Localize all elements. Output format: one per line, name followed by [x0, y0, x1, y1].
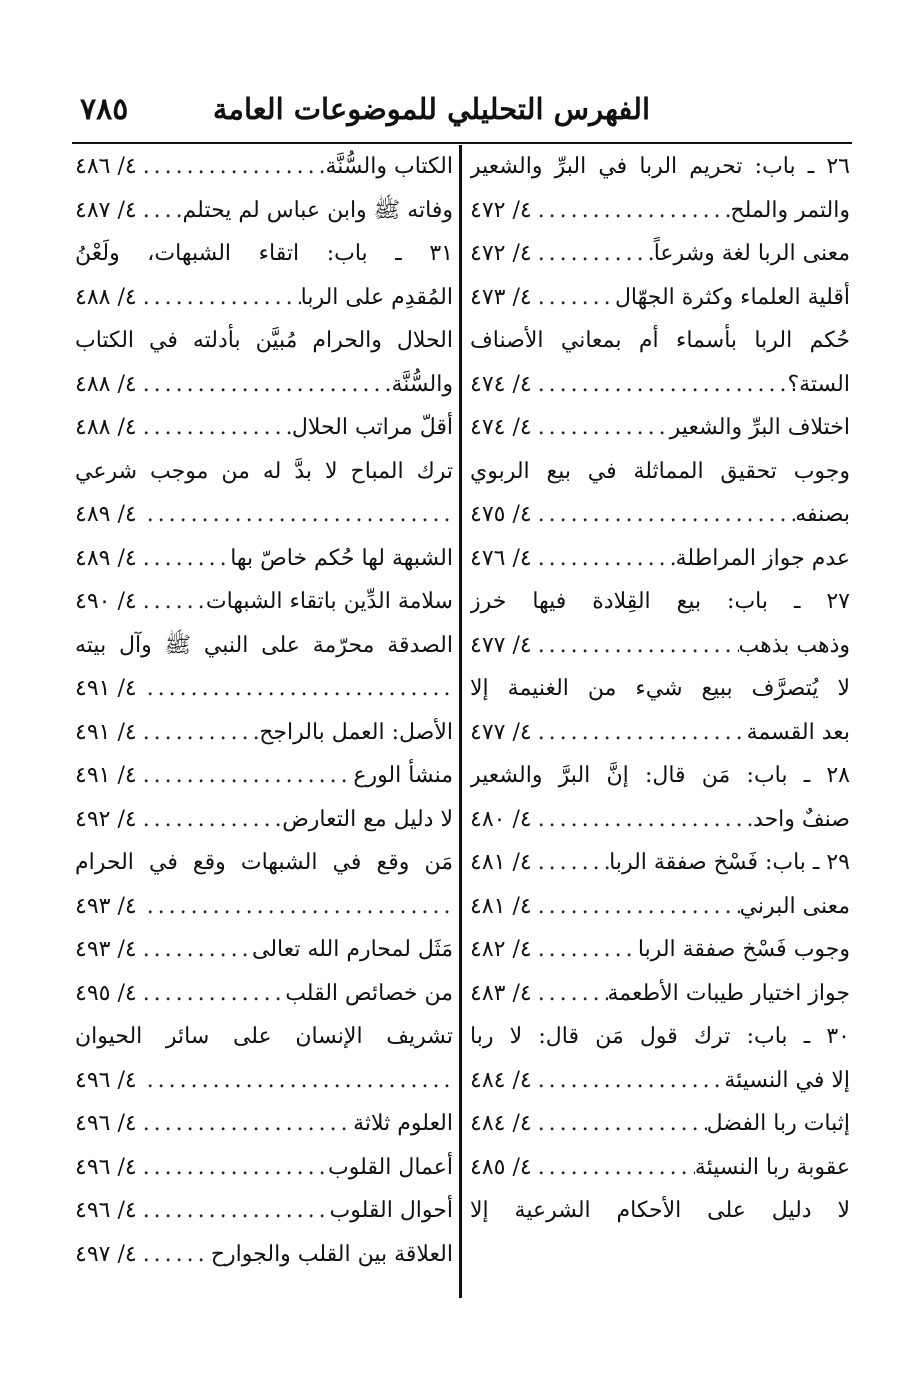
index-entry: [470, 363, 850, 407]
entry-text: اختلاف البرِّ والشعير: [669, 415, 850, 440]
index-entry: [470, 928, 850, 972]
leader-dots: [137, 493, 453, 537]
leader-dots: [532, 363, 788, 407]
page-reference: ٤/ ٤٨٦: [75, 154, 137, 179]
leader-dots: [137, 1059, 453, 1103]
leader-dots: [532, 1146, 695, 1190]
entry-text: بصنفه: [795, 502, 850, 527]
index-entry: [75, 885, 453, 929]
entry-text: أعمال القلوب: [328, 1154, 453, 1180]
entry-text: الشبهة لها حُكم خاصّ بها: [230, 545, 453, 571]
entry-text: لا دليل مع التعارض: [282, 806, 453, 832]
entry-text: جواز اختيار طيبات الأطعمة: [607, 980, 850, 1006]
page-reference: ٤/ ٤٩٣: [75, 937, 137, 962]
page-reference: ٤/ ٤٧٧: [470, 632, 532, 658]
leader-dots: [137, 145, 326, 189]
index-entry: [470, 754, 850, 798]
entry-text: وفاته ﷺ وابن عباس لم يحتلم: [182, 197, 453, 223]
page-reference: ٤/ ٤٧٤: [470, 415, 532, 440]
index-entry: [470, 450, 850, 494]
page-reference: ٤/ ٤٨٢: [470, 937, 532, 962]
leader-dots: [532, 232, 654, 276]
page-reference: ٤/ ٤٩١: [75, 719, 137, 745]
page-reference: ٤/ ٤٩٦: [75, 1198, 137, 1223]
page-reference: ٤/ ٤٩٦: [75, 1111, 137, 1136]
entry-text: ترك المباح لا بدَّ له من موجب شرعي: [75, 458, 453, 484]
index-entry: [470, 667, 850, 711]
index-entry: [470, 1015, 850, 1059]
leader-dots: [137, 276, 301, 320]
entry-text: وجوب فَسْخ صفقة الربا: [637, 937, 850, 962]
entry-text: ٢٨ ـ باب: مَن قال: إنَّ البرَّ والشعير: [470, 763, 850, 788]
index-entry: [470, 972, 850, 1016]
page-reference: ٤/ ٤٨٩: [75, 502, 137, 527]
entry-text: صنفٌ واحد: [753, 806, 850, 832]
page-reference: ٤/ ٤٩٥: [75, 980, 137, 1006]
column-divider: [459, 145, 462, 1298]
leader-dots: [532, 972, 608, 1016]
entry-text: العلوم ثلاثة: [353, 1111, 453, 1136]
index-entry: [75, 841, 453, 885]
entry-text: تشريف الإنسان على سائر الحيوان: [75, 1024, 453, 1049]
page-reference: ٤/ ٤٩٢: [75, 806, 137, 832]
entry-text: منشأ الورع: [353, 763, 453, 788]
page-reference: ٤/ ٤٩١: [75, 676, 137, 701]
entry-text: الأصل: العمل بالراجح: [259, 719, 453, 745]
leader-dots: [137, 798, 283, 842]
leader-dots: [137, 754, 354, 798]
page-reference: ٤/ ٤٩١: [75, 763, 137, 788]
index-entry: [75, 189, 453, 233]
index-entry: [75, 667, 453, 711]
leader-dots: [532, 1102, 707, 1146]
index-entry: [75, 232, 453, 276]
leader-dots: [137, 189, 183, 233]
page-reference: ٤/ ٤٨٧: [75, 197, 137, 223]
page-reference: ٤/ ٤٨٤: [470, 1111, 532, 1136]
leader-dots: [532, 711, 747, 755]
entry-text: وجوب تحقيق المماثلة في بيع الربوي: [470, 458, 850, 484]
index-entry: [75, 1059, 453, 1103]
leader-dots: [532, 1059, 725, 1103]
leader-dots: [137, 928, 252, 972]
entry-text: إثبات ربا الفضل: [706, 1111, 850, 1136]
index-entry: [75, 537, 453, 581]
index-entry: [75, 1015, 453, 1059]
entry-text: عدم جواز المراطلة: [675, 545, 850, 571]
index-entry: [75, 1233, 453, 1277]
entry-text: أقلّ مراتب الحلال: [291, 415, 453, 440]
index-entry: [470, 232, 850, 276]
page-reference: ٤/ ٤٩٦: [75, 1154, 137, 1180]
leader-dots: [532, 798, 753, 842]
page-reference: ٤/ ٤٧٢: [470, 197, 532, 223]
page-reference: ٤/ ٤٩٠: [75, 589, 137, 614]
index-entry: [470, 189, 850, 233]
entry-text: سلامة الدِّين باتقاء الشبهات: [205, 589, 453, 614]
page-reference: ٤/ ٤٧٧: [470, 719, 532, 745]
index-entry: [470, 1189, 850, 1233]
index-entry: [470, 493, 850, 537]
leader-dots: [137, 580, 206, 624]
leader-dots: [137, 1102, 353, 1146]
page-reference: ٤/ ٤٨١: [470, 850, 532, 875]
entry-text: والسُّنَّة: [391, 371, 453, 397]
page-number: ٧٨٥: [80, 91, 129, 127]
index-entry: [75, 450, 453, 494]
index-entry: [470, 711, 850, 755]
leader-dots: [137, 363, 392, 407]
index-entry: [75, 319, 453, 363]
page-reference: ٤/ ٤٧٣: [470, 284, 532, 310]
index-entry: [75, 276, 453, 320]
page-reference: ٤/ ٤٩٧: [75, 1241, 137, 1267]
entry-text: وذهب بذهب: [738, 632, 850, 658]
entry-text: المُقدِم على الربا: [300, 284, 453, 310]
leader-dots: [532, 276, 615, 320]
page-reference: ٤/ ٤٧٥: [470, 502, 532, 527]
entry-text: لا يُتصرَّف ببيع شيء من الغنيمة إلا: [470, 676, 850, 701]
index-entry: [75, 406, 453, 450]
page-reference: ٤/ ٤٩٣: [75, 893, 137, 919]
page-reference: ٤/ ٤٨٨: [75, 371, 137, 397]
entry-text: الحلال والحرام مُبيَّن بأدلته في الكتاب: [75, 328, 453, 353]
index-entry: [470, 798, 850, 842]
leader-dots: [137, 972, 286, 1016]
entry-text: والتمر والملح: [730, 197, 850, 223]
entry-text: ٢٩ ـ باب: فَسْخ صفقة الربا: [609, 850, 850, 875]
index-entry: [75, 928, 453, 972]
entry-text: إلا في النسيئة: [724, 1067, 850, 1093]
entry-text: العلاقة بين القلب والجوارح: [210, 1241, 453, 1267]
leader-dots: [137, 667, 453, 711]
index-entry: [470, 276, 850, 320]
page-reference: ٤/ ٤٧٢: [470, 241, 532, 266]
index-entry: [470, 537, 850, 581]
entry-text: بعد القسمة: [746, 719, 850, 745]
page-reference: ٤/ ٤٨٥: [470, 1154, 532, 1180]
index-entry: [75, 1146, 453, 1190]
page-reference: ٤/ ٤٧٦: [470, 545, 532, 571]
index-entry: [470, 624, 850, 668]
index-entry: [470, 406, 850, 450]
page-title: الفهرس التحليلي للموضوعات العامة: [212, 92, 650, 126]
index-entry: [75, 493, 453, 537]
leader-dots: [532, 189, 731, 233]
entry-text: ٣١ ـ باب: اتقاء الشبهات، ولَعْنُ: [75, 241, 453, 266]
entry-text: الصدقة محرّمة على النبي ﷺ وآل بيته: [75, 632, 453, 658]
page-header: [80, 84, 650, 134]
index-entry: [470, 580, 850, 624]
leader-dots: [137, 1189, 330, 1233]
leader-dots: [532, 624, 739, 668]
index-entry: [75, 145, 453, 189]
entry-text: مَثَل لمحارم الله تعالى: [251, 937, 453, 962]
index-entry: [470, 885, 850, 929]
index-entry: [75, 624, 453, 668]
entry-text: معنى الربا لغة وشرعاً: [653, 241, 850, 266]
entry-text: ٣٠ ـ باب: ترك قول مَن قال: لا ربا: [470, 1024, 850, 1049]
leader-dots: [532, 928, 638, 972]
entry-text: عقوبة ربا النسيئة: [694, 1154, 850, 1180]
page-reference: ٤/ ٤٨٣: [470, 980, 532, 1006]
entry-text: من خصائص القلب: [285, 980, 453, 1006]
right-column: [470, 145, 850, 1233]
index-entry: [75, 580, 453, 624]
index-entry: [75, 363, 453, 407]
leader-dots: [532, 406, 670, 450]
index-entry: [470, 841, 850, 885]
page-reference: ٤/ ٤٨٨: [75, 284, 137, 310]
entry-text: الكتاب والسُّنَّة: [325, 154, 453, 179]
index-entry: [75, 1189, 453, 1233]
leader-dots: [137, 1233, 211, 1277]
entry-text: لا دليل على الأحكام الشرعية إلا: [470, 1198, 850, 1223]
index-entry: [75, 754, 453, 798]
index-entry: [75, 1102, 453, 1146]
page-reference: ٤/ ٤٨٩: [75, 545, 137, 571]
left-column: [75, 145, 453, 1276]
index-entry: [470, 1059, 850, 1103]
leader-dots: [532, 841, 609, 885]
index-entry: [75, 798, 453, 842]
entry-text: أحوال القلوب: [329, 1198, 453, 1223]
leader-dots: [532, 493, 796, 537]
entry-text: الستة؟: [787, 371, 850, 397]
leader-dots: [137, 1146, 328, 1190]
index-entry: [470, 1102, 850, 1146]
entry-text: معنى البرني: [739, 893, 850, 919]
index-entry: [470, 319, 850, 363]
entry-text: ٢٦ ـ باب: تحريم الربا في البرِّ والشعير: [470, 154, 850, 179]
page-reference: ٤/ ٤٨٤: [470, 1067, 532, 1093]
entry-text: مَن وقع في الشبهات وقع في الحرام: [75, 850, 453, 875]
page-reference: ٤/ ٤٧٤: [470, 371, 532, 397]
index-entry: [470, 1146, 850, 1190]
leader-dots: [532, 537, 676, 581]
leader-dots: [137, 711, 260, 755]
header-rule: [72, 142, 852, 144]
leader-dots: [137, 406, 292, 450]
leader-dots: [137, 537, 231, 581]
page-reference: ٤/ ٤٨٨: [75, 415, 137, 440]
page-reference: ٤/ ٤٨٠: [470, 806, 532, 832]
index-entry: [75, 972, 453, 1016]
entry-text: أقلية العلماء وكثرة الجهّال: [614, 284, 850, 310]
leader-dots: [137, 885, 453, 929]
page-reference: ٤/ ٤٨١: [470, 893, 532, 919]
entry-text: حُكم الربا بأسماء أم بمعاني الأصناف: [470, 328, 850, 353]
leader-dots: [532, 885, 740, 929]
entry-text: ٢٧ ـ باب: بيع القِلادة فيها خرز: [470, 589, 850, 614]
index-entry: [470, 145, 850, 189]
index-entry: [75, 711, 453, 755]
page-reference: ٤/ ٤٩٦: [75, 1067, 137, 1093]
